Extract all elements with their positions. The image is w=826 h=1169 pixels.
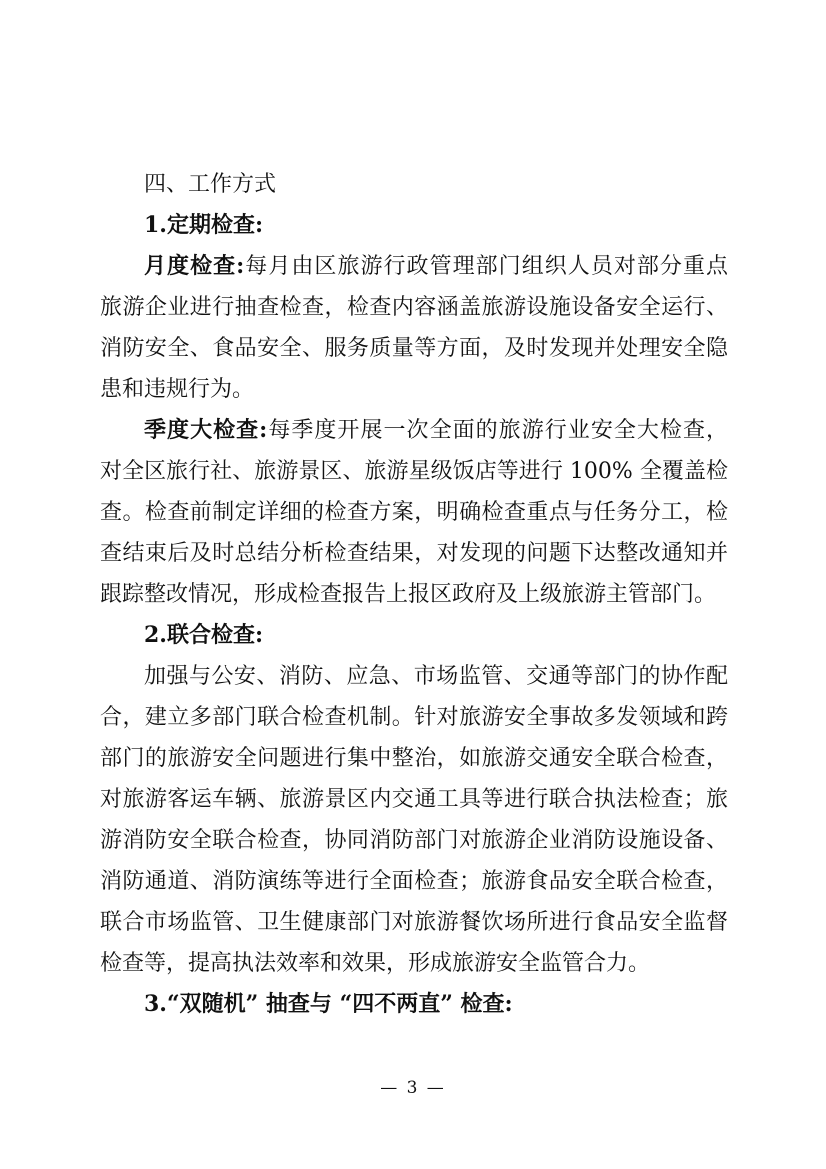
joint-paragraph-line-7: 联合市场监管、卫生健康部门对旅游餐饮场所进行食品安全监督 [100, 910, 728, 935]
joint-paragraph-line-2: 合，建立多部门联合检查机制。针对旅游安全事故多发领域和跨 [100, 705, 728, 730]
quarterly-paragraph-line-2: 对全区旅行社、旅游景区、旅游星级饭店等进行 100% 全覆盖检 [100, 459, 728, 484]
joint-paragraph-line-4: 对旅游客运车辆、旅游景区内交通工具等进行联合执法检查；旅 [100, 787, 728, 812]
quarterly-lead: 季度大检查: [144, 417, 268, 443]
quarterly-text: 每季度开展一次全面的旅游行业安全大检查， [267, 418, 728, 443]
monthly-paragraph-line-4: 患和违规行为。 [100, 377, 255, 402]
quarterly-paragraph-line-3: 查。检查前制定详细的检查方案，明确检查重点与任务分工，检 [100, 500, 728, 525]
joint-paragraph-line-5: 游消防安全联合检查，协同消防部门对旅游企业消防设施设备、 [100, 828, 728, 853]
monthly-paragraph-line-1 [100, 246, 728, 287]
monthly-text: 每月由区旅游行政管理部门组织人员对部分重点 [244, 254, 728, 279]
section-heading: 四、工作方式 [144, 172, 277, 197]
joint-paragraph-line-3: 部门的旅游安全问题进行集中整治，如旅游交通安全联合检查， [100, 746, 728, 771]
quarterly-paragraph-line-1 [100, 410, 728, 451]
quarterly-paragraph-line-5: 跟踪整改情况，形成检查报告上报区政府及上级旅游主管部门。 [100, 582, 717, 607]
subsection-heading-3: 3.“双随机” 抽查与 “四不两直” 检查: [144, 991, 513, 1017]
joint-paragraph-line-8: 检查等，提高执法效率和效果，形成旅游安全监管合力。 [100, 951, 651, 976]
joint-paragraph-line-6: 消防通道、消防演练等进行全面检查；旅游食品安全联合检查， [100, 869, 728, 894]
monthly-lead: 月度检查: [144, 253, 245, 279]
monthly-paragraph-line-2: 旅游企业进行抽查检查，检查内容涵盖旅游设施设备安全运行、 [100, 295, 728, 320]
page-number: — 3 — [380, 1078, 446, 1098]
subsection-heading-2: 2.联合检查: [144, 622, 264, 648]
joint-paragraph-line-1: 加强与公安、消防、应急、市场监管、交通等部门的协作配 [144, 664, 728, 689]
quarterly-paragraph-line-4: 查结束后及时总结分析检查结果，对发现的问题下达整改通知并 [100, 541, 728, 566]
monthly-paragraph-line-3: 消防安全、食品安全、服务质量等方面，及时发现并处理安全隐 [100, 336, 728, 361]
subsection-heading-1: 1.定期检查: [144, 212, 264, 238]
document-body [100, 164, 728, 1025]
